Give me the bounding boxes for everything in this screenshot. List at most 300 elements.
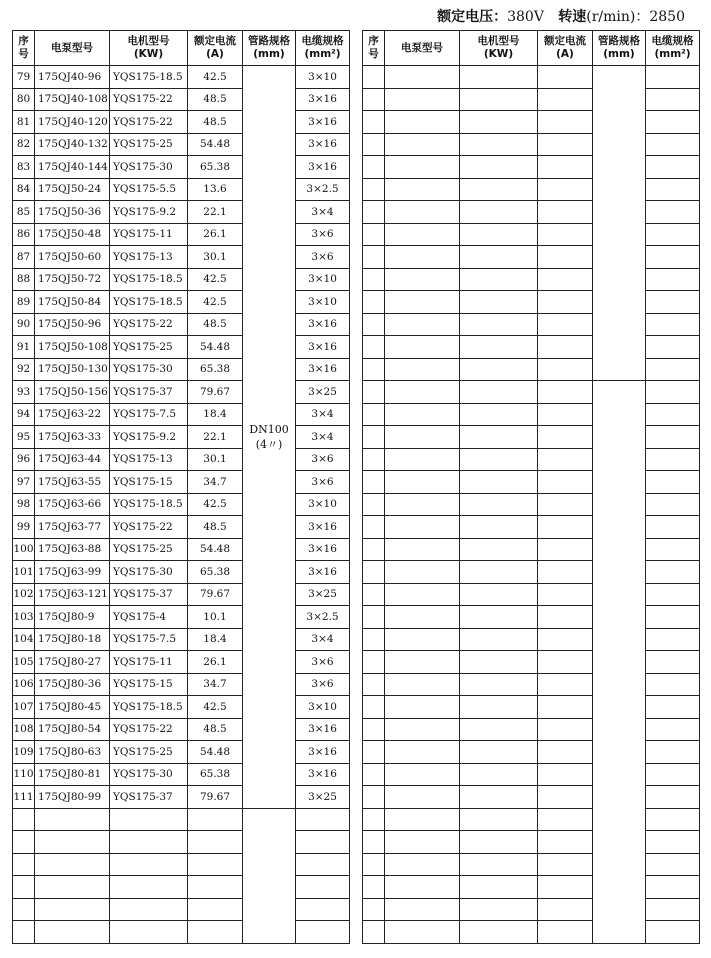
table-row — [13, 246, 350, 269]
table-row — [13, 763, 350, 786]
rated-current: 48.5 — [188, 88, 243, 111]
empty-row — [363, 606, 700, 629]
pipe-spec-line1: DN100 — [249, 422, 289, 436]
empty-cell — [646, 606, 700, 629]
empty-cell — [538, 268, 593, 291]
motor-model: YQS175-9.2 — [110, 201, 188, 224]
empty-cell — [646, 313, 700, 336]
row-no: 106 — [13, 673, 35, 696]
row-no: 90 — [13, 313, 35, 336]
empty-cell — [363, 853, 385, 876]
table-row — [13, 741, 350, 764]
empty-cell — [646, 201, 700, 224]
col-header-no: 序 号 — [13, 31, 35, 66]
pump-model: 175QJ80-9 — [35, 606, 110, 629]
empty-cell — [110, 876, 188, 899]
table-row — [13, 336, 350, 359]
empty-cell — [538, 111, 593, 134]
empty-cell — [646, 336, 700, 359]
cable-spec: 3×6 — [296, 651, 350, 674]
empty-row — [363, 876, 700, 899]
table-row — [13, 538, 350, 561]
table-header-row — [13, 31, 350, 66]
motor-model: YQS175-13 — [110, 448, 188, 471]
empty-cell — [646, 66, 700, 89]
empty-cell — [385, 718, 460, 741]
empty-cell — [460, 88, 538, 111]
table-row — [13, 651, 350, 674]
empty-cell — [460, 696, 538, 719]
empty-cell — [363, 741, 385, 764]
empty-cell — [363, 448, 385, 471]
motor-model: YQS175-30 — [110, 156, 188, 179]
empty-row — [363, 538, 700, 561]
empty-cell — [188, 921, 243, 944]
empty-cell — [385, 178, 460, 201]
pump-model: 175QJ63-66 — [35, 493, 110, 516]
empty-cell — [538, 291, 593, 314]
motor-model: YQS175-18.5 — [110, 493, 188, 516]
empty-cell — [538, 876, 593, 899]
empty-cell — [363, 111, 385, 134]
empty-cell — [363, 178, 385, 201]
empty-row — [363, 831, 700, 854]
empty-cell — [296, 876, 350, 899]
empty-cell — [35, 808, 110, 831]
empty-cell — [538, 336, 593, 359]
rated-current: 54.48 — [188, 538, 243, 561]
empty-row — [363, 66, 700, 89]
empty-row — [363, 853, 700, 876]
cable-spec: 3×6 — [296, 223, 350, 246]
empty-row — [363, 246, 700, 269]
empty-cell — [363, 471, 385, 494]
pump-model: 175QJ50-24 — [35, 178, 110, 201]
empty-cell — [363, 831, 385, 854]
pump-model: 175QJ80-63 — [35, 741, 110, 764]
empty-row — [363, 403, 700, 426]
cable-spec: 3×16 — [296, 111, 350, 134]
empty-cell — [646, 583, 700, 606]
table-row — [13, 786, 350, 809]
empty-cell — [385, 66, 460, 89]
cable-spec: 3×25 — [296, 583, 350, 606]
empty-cell — [385, 741, 460, 764]
rated-current: 42.5 — [188, 268, 243, 291]
col-header-current: 额定电流 (A) — [188, 31, 243, 66]
empty-row — [363, 696, 700, 719]
row-no: 100 — [13, 538, 35, 561]
pump-model: 175QJ50-36 — [35, 201, 110, 224]
empty-cell — [538, 223, 593, 246]
empty-row — [13, 808, 350, 831]
empty-cell — [460, 763, 538, 786]
empty-cell — [646, 448, 700, 471]
empty-cell — [646, 696, 700, 719]
empty-cell — [538, 201, 593, 224]
empty-cell — [243, 808, 296, 943]
cable-spec: 3×4 — [296, 426, 350, 449]
empty-cell — [460, 808, 538, 831]
empty-cell — [538, 673, 593, 696]
empty-cell — [385, 111, 460, 134]
empty-row — [363, 448, 700, 471]
col-header-motor: 电机型号 (KW) — [460, 31, 538, 66]
pump-model: 175QJ50-96 — [35, 313, 110, 336]
motor-model: YQS175-37 — [110, 583, 188, 606]
row-no: 99 — [13, 516, 35, 539]
pipe-spec-line2: (4〃) — [255, 437, 283, 451]
pump-model: 175QJ63-33 — [35, 426, 110, 449]
empty-cell — [363, 696, 385, 719]
empty-cell — [13, 831, 35, 854]
empty-cell — [385, 786, 460, 809]
empty-cell — [460, 66, 538, 89]
pump-model: 175QJ50-72 — [35, 268, 110, 291]
row-no: 80 — [13, 88, 35, 111]
row-no: 108 — [13, 718, 35, 741]
motor-model: YQS175-18.5 — [110, 696, 188, 719]
empty-cell — [385, 538, 460, 561]
pump-model: 175QJ63-22 — [35, 403, 110, 426]
rated-current: 54.48 — [188, 336, 243, 359]
rated-current: 65.38 — [188, 763, 243, 786]
row-no: 85 — [13, 201, 35, 224]
empty-cell — [460, 718, 538, 741]
empty-cell — [363, 268, 385, 291]
table-row — [13, 606, 350, 629]
empty-cell — [538, 718, 593, 741]
empty-row — [363, 111, 700, 134]
rated-current: 79.67 — [188, 381, 243, 404]
pump-model: 175QJ40-96 — [35, 66, 110, 89]
pump-model: 175QJ80-81 — [35, 763, 110, 786]
empty-cell — [646, 426, 700, 449]
empty-cell — [646, 741, 700, 764]
empty-row — [363, 583, 700, 606]
empty-cell — [363, 516, 385, 539]
motor-model: YQS175-25 — [110, 336, 188, 359]
table-row — [13, 111, 350, 134]
pump-model: 175QJ80-54 — [35, 718, 110, 741]
empty-cell — [460, 921, 538, 944]
cable-spec: 3×16 — [296, 561, 350, 584]
empty-cell — [538, 178, 593, 201]
motor-model: YQS175-18.5 — [110, 66, 188, 89]
empty-cell — [538, 516, 593, 539]
empty-cell — [296, 921, 350, 944]
row-no: 103 — [13, 606, 35, 629]
row-no: 87 — [13, 246, 35, 269]
empty-cell — [110, 831, 188, 854]
empty-cell — [296, 808, 350, 831]
empty-cell — [385, 426, 460, 449]
row-no: 94 — [13, 403, 35, 426]
speed-label: 转速 — [558, 9, 587, 25]
empty-cell — [385, 876, 460, 899]
empty-row — [363, 493, 700, 516]
table-header-row — [363, 31, 700, 66]
empty-cell — [460, 538, 538, 561]
empty-cell — [385, 628, 460, 651]
empty-cell — [13, 808, 35, 831]
table-row — [13, 381, 350, 404]
row-no: 88 — [13, 268, 35, 291]
empty-row — [363, 763, 700, 786]
empty-cell — [385, 156, 460, 179]
empty-cell — [363, 291, 385, 314]
table-row — [13, 673, 350, 696]
empty-cell — [363, 808, 385, 831]
empty-cell — [646, 381, 700, 404]
motor-model: YQS175-7.5 — [110, 628, 188, 651]
empty-cell — [296, 898, 350, 921]
motor-model: YQS175-11 — [110, 223, 188, 246]
empty-cell — [460, 381, 538, 404]
empty-cell — [646, 178, 700, 201]
row-no: 104 — [13, 628, 35, 651]
pump-model: 175QJ50-130 — [35, 358, 110, 381]
empty-cell — [363, 133, 385, 156]
cable-spec: 3×16 — [296, 718, 350, 741]
empty-cell — [538, 403, 593, 426]
rated-current: 22.1 — [188, 201, 243, 224]
empty-cell — [363, 313, 385, 336]
empty-cell — [363, 921, 385, 944]
col-header-current: 额定电流 (A) — [538, 31, 593, 66]
row-no: 110 — [13, 763, 35, 786]
pump-model: 175QJ40-132 — [35, 133, 110, 156]
cable-spec: 3×16 — [296, 313, 350, 336]
table-row — [13, 133, 350, 156]
empty-cell — [460, 336, 538, 359]
row-no: 86 — [13, 223, 35, 246]
row-no: 97 — [13, 471, 35, 494]
empty-cell — [363, 358, 385, 381]
empty-cell — [646, 718, 700, 741]
motor-model: YQS175-22 — [110, 111, 188, 134]
empty-cell — [385, 808, 460, 831]
empty-cell — [385, 448, 460, 471]
cable-spec: 3×4 — [296, 403, 350, 426]
empty-cell — [538, 471, 593, 494]
motor-model: YQS175-37 — [110, 786, 188, 809]
empty-cell — [538, 313, 593, 336]
col-header-pipe: 管路规格 (mm) — [243, 31, 296, 66]
empty-cell — [385, 201, 460, 224]
empty-cell — [593, 66, 646, 381]
empty-row — [363, 651, 700, 674]
empty-cell — [460, 516, 538, 539]
empty-cell — [363, 561, 385, 584]
empty-cell — [460, 898, 538, 921]
motor-model: YQS175-22 — [110, 718, 188, 741]
table-row — [13, 201, 350, 224]
empty-cell — [363, 403, 385, 426]
rated-current: 30.1 — [188, 246, 243, 269]
empty-cell — [385, 921, 460, 944]
empty-row — [363, 133, 700, 156]
empty-cell — [363, 628, 385, 651]
row-no: 96 — [13, 448, 35, 471]
empty-cell — [538, 628, 593, 651]
row-no: 105 — [13, 651, 35, 674]
motor-model: YQS175-5.5 — [110, 178, 188, 201]
empty-cell — [385, 673, 460, 696]
empty-row — [363, 381, 700, 404]
empty-cell — [646, 876, 700, 899]
empty-cell — [385, 493, 460, 516]
empty-cell — [385, 471, 460, 494]
empty-cell — [460, 201, 538, 224]
rated-current: 42.5 — [188, 66, 243, 89]
col-header-motor: 电机型号 (KW) — [110, 31, 188, 66]
empty-cell — [363, 246, 385, 269]
pump-model: 175QJ80-45 — [35, 696, 110, 719]
cable-spec: 3×25 — [296, 786, 350, 809]
row-no: 81 — [13, 111, 35, 134]
motor-model: YQS175-15 — [110, 471, 188, 494]
motor-model: YQS175-11 — [110, 651, 188, 674]
cable-spec: 3×6 — [296, 673, 350, 696]
empty-cell — [385, 898, 460, 921]
rated-current: 65.38 — [188, 156, 243, 179]
empty-cell — [460, 876, 538, 899]
empty-row — [363, 628, 700, 651]
empty-cell — [460, 291, 538, 314]
pump-model: 175QJ40-144 — [35, 156, 110, 179]
empty-cell — [460, 313, 538, 336]
empty-cell — [460, 268, 538, 291]
cable-spec: 3×16 — [296, 358, 350, 381]
cable-spec: 3×16 — [296, 133, 350, 156]
rated-current: 79.67 — [188, 583, 243, 606]
table-row — [13, 88, 350, 111]
empty-cell — [646, 246, 700, 269]
empty-cell — [538, 426, 593, 449]
empty-cell — [385, 696, 460, 719]
empty-row — [363, 313, 700, 336]
row-no: 109 — [13, 741, 35, 764]
empty-cell — [13, 921, 35, 944]
motor-model: YQS175-30 — [110, 763, 188, 786]
row-no: 83 — [13, 156, 35, 179]
empty-cell — [646, 921, 700, 944]
empty-cell — [460, 831, 538, 854]
cable-spec: 3×6 — [296, 246, 350, 269]
empty-cell — [363, 786, 385, 809]
rated-current: 13.6 — [188, 178, 243, 201]
empty-cell — [296, 831, 350, 854]
pump-model: 175QJ50-156 — [35, 381, 110, 404]
empty-cell — [363, 538, 385, 561]
rated-current: 26.1 — [188, 223, 243, 246]
pump-model: 175QJ50-84 — [35, 291, 110, 314]
empty-cell — [538, 493, 593, 516]
pump-model: 175QJ40-108 — [35, 88, 110, 111]
empty-cell — [646, 223, 700, 246]
empty-cell — [646, 268, 700, 291]
rated-current: 48.5 — [188, 111, 243, 134]
empty-cell — [538, 561, 593, 584]
empty-cell — [35, 876, 110, 899]
empty-cell — [188, 831, 243, 854]
cable-spec: 3×16 — [296, 156, 350, 179]
empty-cell — [646, 358, 700, 381]
speed-value: 2850 — [649, 9, 685, 25]
empty-cell — [385, 223, 460, 246]
rated-current: 79.67 — [188, 786, 243, 809]
empty-cell — [646, 786, 700, 809]
empty-row — [363, 808, 700, 831]
empty-cell — [646, 133, 700, 156]
empty-cell — [188, 853, 243, 876]
empty-row — [13, 898, 350, 921]
empty-cell — [188, 808, 243, 831]
empty-cell — [296, 853, 350, 876]
motor-model: YQS175-30 — [110, 561, 188, 584]
rated-current: 48.5 — [188, 313, 243, 336]
empty-cell — [385, 133, 460, 156]
table-row — [13, 718, 350, 741]
table-row — [13, 313, 350, 336]
empty-cell — [363, 876, 385, 899]
empty-cell — [363, 201, 385, 224]
empty-row — [363, 201, 700, 224]
cable-spec: 3×16 — [296, 741, 350, 764]
cable-spec: 3×16 — [296, 336, 350, 359]
cable-spec: 3×10 — [296, 291, 350, 314]
pump-model: 175QJ80-99 — [35, 786, 110, 809]
empty-cell — [460, 741, 538, 764]
pump-model: 175QJ63-88 — [35, 538, 110, 561]
empty-cell — [110, 898, 188, 921]
empty-row — [363, 741, 700, 764]
empty-cell — [363, 156, 385, 179]
empty-cell — [35, 831, 110, 854]
table-row — [13, 493, 350, 516]
empty-cell — [460, 246, 538, 269]
empty-cell — [538, 583, 593, 606]
pump-spec-table-left — [12, 30, 350, 944]
rating-header — [437, 6, 685, 26]
empty-cell — [460, 853, 538, 876]
empty-row — [363, 471, 700, 494]
empty-cell — [538, 808, 593, 831]
motor-model: YQS175-30 — [110, 358, 188, 381]
motor-model: YQS175-25 — [110, 538, 188, 561]
empty-cell — [363, 673, 385, 696]
empty-cell — [538, 763, 593, 786]
empty-cell — [385, 268, 460, 291]
empty-row — [363, 223, 700, 246]
empty-row — [363, 336, 700, 359]
motor-model: YQS175-18.5 — [110, 268, 188, 291]
empty-cell — [646, 403, 700, 426]
motor-model: YQS175-25 — [110, 741, 188, 764]
row-no: 93 — [13, 381, 35, 404]
cable-spec: 3×2.5 — [296, 606, 350, 629]
empty-cell — [188, 898, 243, 921]
cable-spec: 3×6 — [296, 448, 350, 471]
rated-current: 22.1 — [188, 426, 243, 449]
motor-model: YQS175-37 — [110, 381, 188, 404]
col-header-cable: 电缆规格 (mm²) — [646, 31, 700, 66]
pump-model: 175QJ50-108 — [35, 336, 110, 359]
row-no: 111 — [13, 786, 35, 809]
empty-cell — [460, 493, 538, 516]
empty-cell — [646, 516, 700, 539]
